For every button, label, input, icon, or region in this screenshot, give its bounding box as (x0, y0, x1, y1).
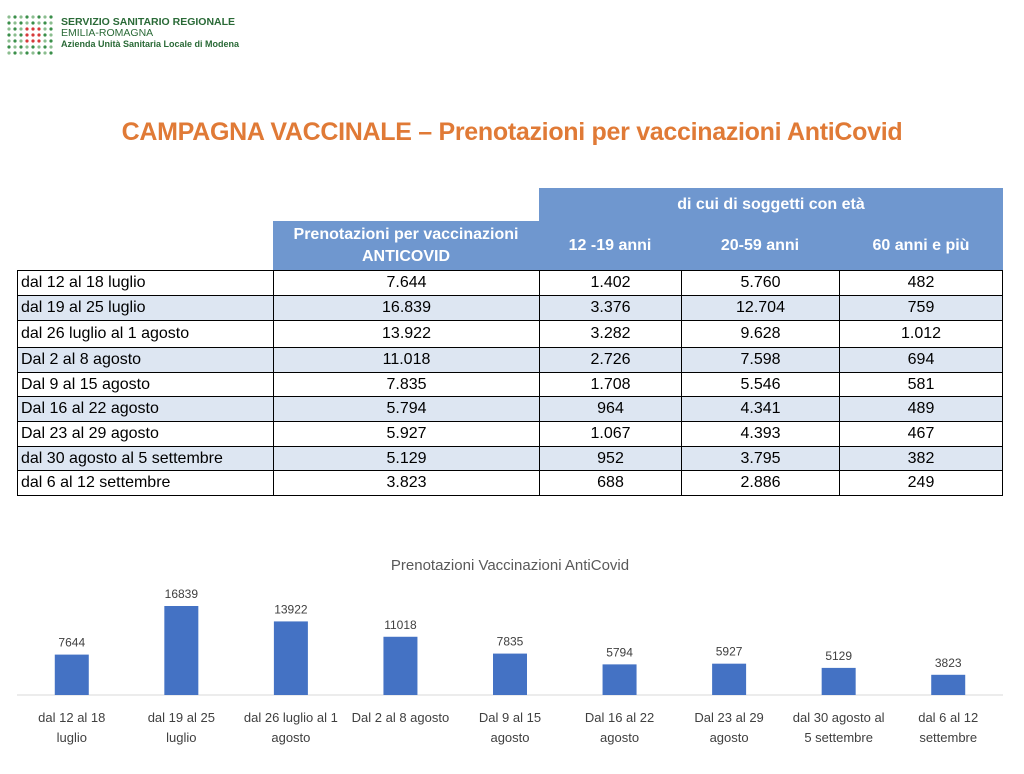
chart-category-label: dal 26 luglio al 1 agosto (243, 710, 338, 745)
chart-category-label: Dal 2 al 8 agosto (351, 710, 450, 725)
chart-data-label: 16839 (164, 587, 199, 601)
age-20-59-cell: 2.886 (681, 471, 839, 495)
chart-bar (822, 668, 856, 695)
age-20-59-cell: 5.760 (681, 271, 839, 295)
chart-bar (383, 637, 417, 695)
age-20-59-cell: 12.704 (681, 296, 839, 320)
total-cell: 11.018 (273, 348, 539, 372)
group-header: di cui di soggetti con età (539, 188, 1003, 221)
chart-category-label: Dal 16 al 22 agosto (584, 710, 655, 745)
age-12-19-cell: 1.067 (539, 422, 681, 446)
table-row (17, 270, 1003, 296)
age-20-59-cell: 3.795 (681, 447, 839, 470)
chart-data-label: 5129 (825, 648, 853, 663)
period-cell: dal 19 al 25 luglio (17, 296, 273, 320)
age-12-19-cell: 688 (539, 471, 681, 495)
age-60-plus-cell: 1.012 (839, 321, 1003, 347)
age-12-19-cell: 1.708 (539, 373, 681, 396)
chart-category-label: dal 6 al 12 settembre (918, 710, 979, 745)
period-cell: Dal 16 al 22 agosto (17, 397, 273, 421)
age-12-19-cell: 964 (539, 397, 681, 421)
header-total (273, 221, 539, 270)
age-12-19-cell: 1.402 (539, 271, 681, 295)
chart-bar (274, 621, 308, 695)
header-total-line-1: Prenotazioni per vaccinazioni (293, 225, 519, 243)
chart-data-label: 7835 (496, 634, 524, 649)
table-row (17, 373, 1003, 397)
age-12-19-cell: 952 (539, 447, 681, 470)
age-12-19-cell: 3.282 (539, 321, 681, 347)
age-12-19-cell: 3.376 (539, 296, 681, 320)
age-20-59-cell: 9.628 (681, 321, 839, 347)
chart-category-label: dal 30 agosto al 5 settembre (792, 710, 885, 745)
period-cell: dal 6 al 12 settembre (17, 471, 273, 495)
total-cell: 5.129 (273, 447, 539, 470)
header-age-60-plus: 60 anni e più (839, 221, 1003, 270)
age-20-59-cell: 5.546 (681, 373, 839, 396)
table-row (17, 397, 1003, 422)
chart-bar (931, 675, 965, 695)
total-cell: 7.644 (273, 271, 539, 295)
header-age-20-59: 20-59 anni (681, 221, 839, 270)
org-line-3: Azienda Unità Sanitaria Locale di Modena (61, 39, 240, 49)
age-20-59-cell: 7.598 (681, 348, 839, 372)
period-cell: Dal 23 al 29 agosto (17, 422, 273, 446)
age-20-59-cell: 4.393 (681, 422, 839, 446)
total-cell: 7.835 (273, 373, 539, 396)
chart-category-label: Dal 9 al 15 agosto (478, 710, 542, 745)
age-60-plus-cell: 489 (839, 397, 1003, 421)
table-row (17, 321, 1003, 348)
table-row (17, 422, 1003, 447)
table-row (17, 471, 1003, 496)
chart-bar (712, 664, 746, 695)
age-12-19-cell: 2.726 (539, 348, 681, 372)
chart-category-label: dal 19 al 25 luglio (147, 710, 215, 745)
chart-bar (603, 664, 637, 695)
age-60-plus-cell: 581 (839, 373, 1003, 396)
period-cell: Dal 9 al 15 agosto (17, 373, 273, 396)
total-cell: 5.794 (273, 397, 539, 421)
age-60-plus-cell: 249 (839, 471, 1003, 495)
period-cell: dal 26 luglio al 1 agosto (17, 321, 273, 347)
period-cell: dal 12 al 18 luglio (17, 271, 273, 295)
total-cell: 3.823 (273, 471, 539, 495)
total-cell: 13.922 (273, 321, 539, 347)
age-60-plus-cell: 382 (839, 447, 1003, 470)
chart-category-label: dal 12 al 18 luglio (38, 710, 106, 745)
chart-data-label: 3823 (934, 655, 962, 670)
chart-bar (55, 655, 89, 695)
ssr-logo-icon (6, 14, 56, 56)
chart-title: Prenotazioni Vaccinazioni AntiCovid (390, 557, 630, 574)
age-20-59-cell: 4.341 (681, 397, 839, 421)
table-row (17, 296, 1003, 321)
chart-category-label: Dal 23 al 29 agosto (694, 710, 764, 745)
chart-data-label: 5794 (606, 645, 633, 660)
age-60-plus-cell: 759 (839, 296, 1003, 320)
table-header-row (17, 221, 1003, 270)
chart-bar (164, 606, 198, 695)
chart-data-label: 11018 (384, 617, 417, 632)
header-age-12-19: 12 -19 anni (539, 221, 681, 270)
org-name (61, 17, 239, 50)
bar-chart (0, 548, 1024, 774)
chart-data-label: 13922 (274, 602, 308, 617)
chart-data-label: 5927 (715, 644, 743, 659)
table-row (17, 447, 1003, 471)
page-title: CAMPAGNA VACCINALE – Prenotazioni per vaccinazioni AntiCovid (121, 118, 903, 146)
age-60-plus-cell: 467 (839, 422, 1003, 446)
total-cell: 5.927 (273, 422, 539, 446)
table-group-header-row (17, 188, 1003, 221)
chart-data-label: 7644 (58, 635, 86, 650)
age-60-plus-cell: 482 (839, 271, 1003, 295)
bookings-chart (0, 548, 1024, 774)
period-cell: dal 30 agosto al 5 settembre (17, 447, 273, 470)
age-60-plus-cell: 694 (839, 348, 1003, 372)
org-line-1: SERVIZIO SANITARIO REGIONALE (61, 16, 236, 28)
period-cell: Dal 2 al 8 agosto (17, 348, 273, 372)
total-cell: 16.839 (273, 296, 539, 320)
org-line-2: EMILIA-ROMAGNA (61, 27, 154, 39)
chart-bar (493, 654, 527, 695)
table-row (17, 348, 1003, 373)
header-total-line-2: ANTICOVID (362, 247, 450, 265)
